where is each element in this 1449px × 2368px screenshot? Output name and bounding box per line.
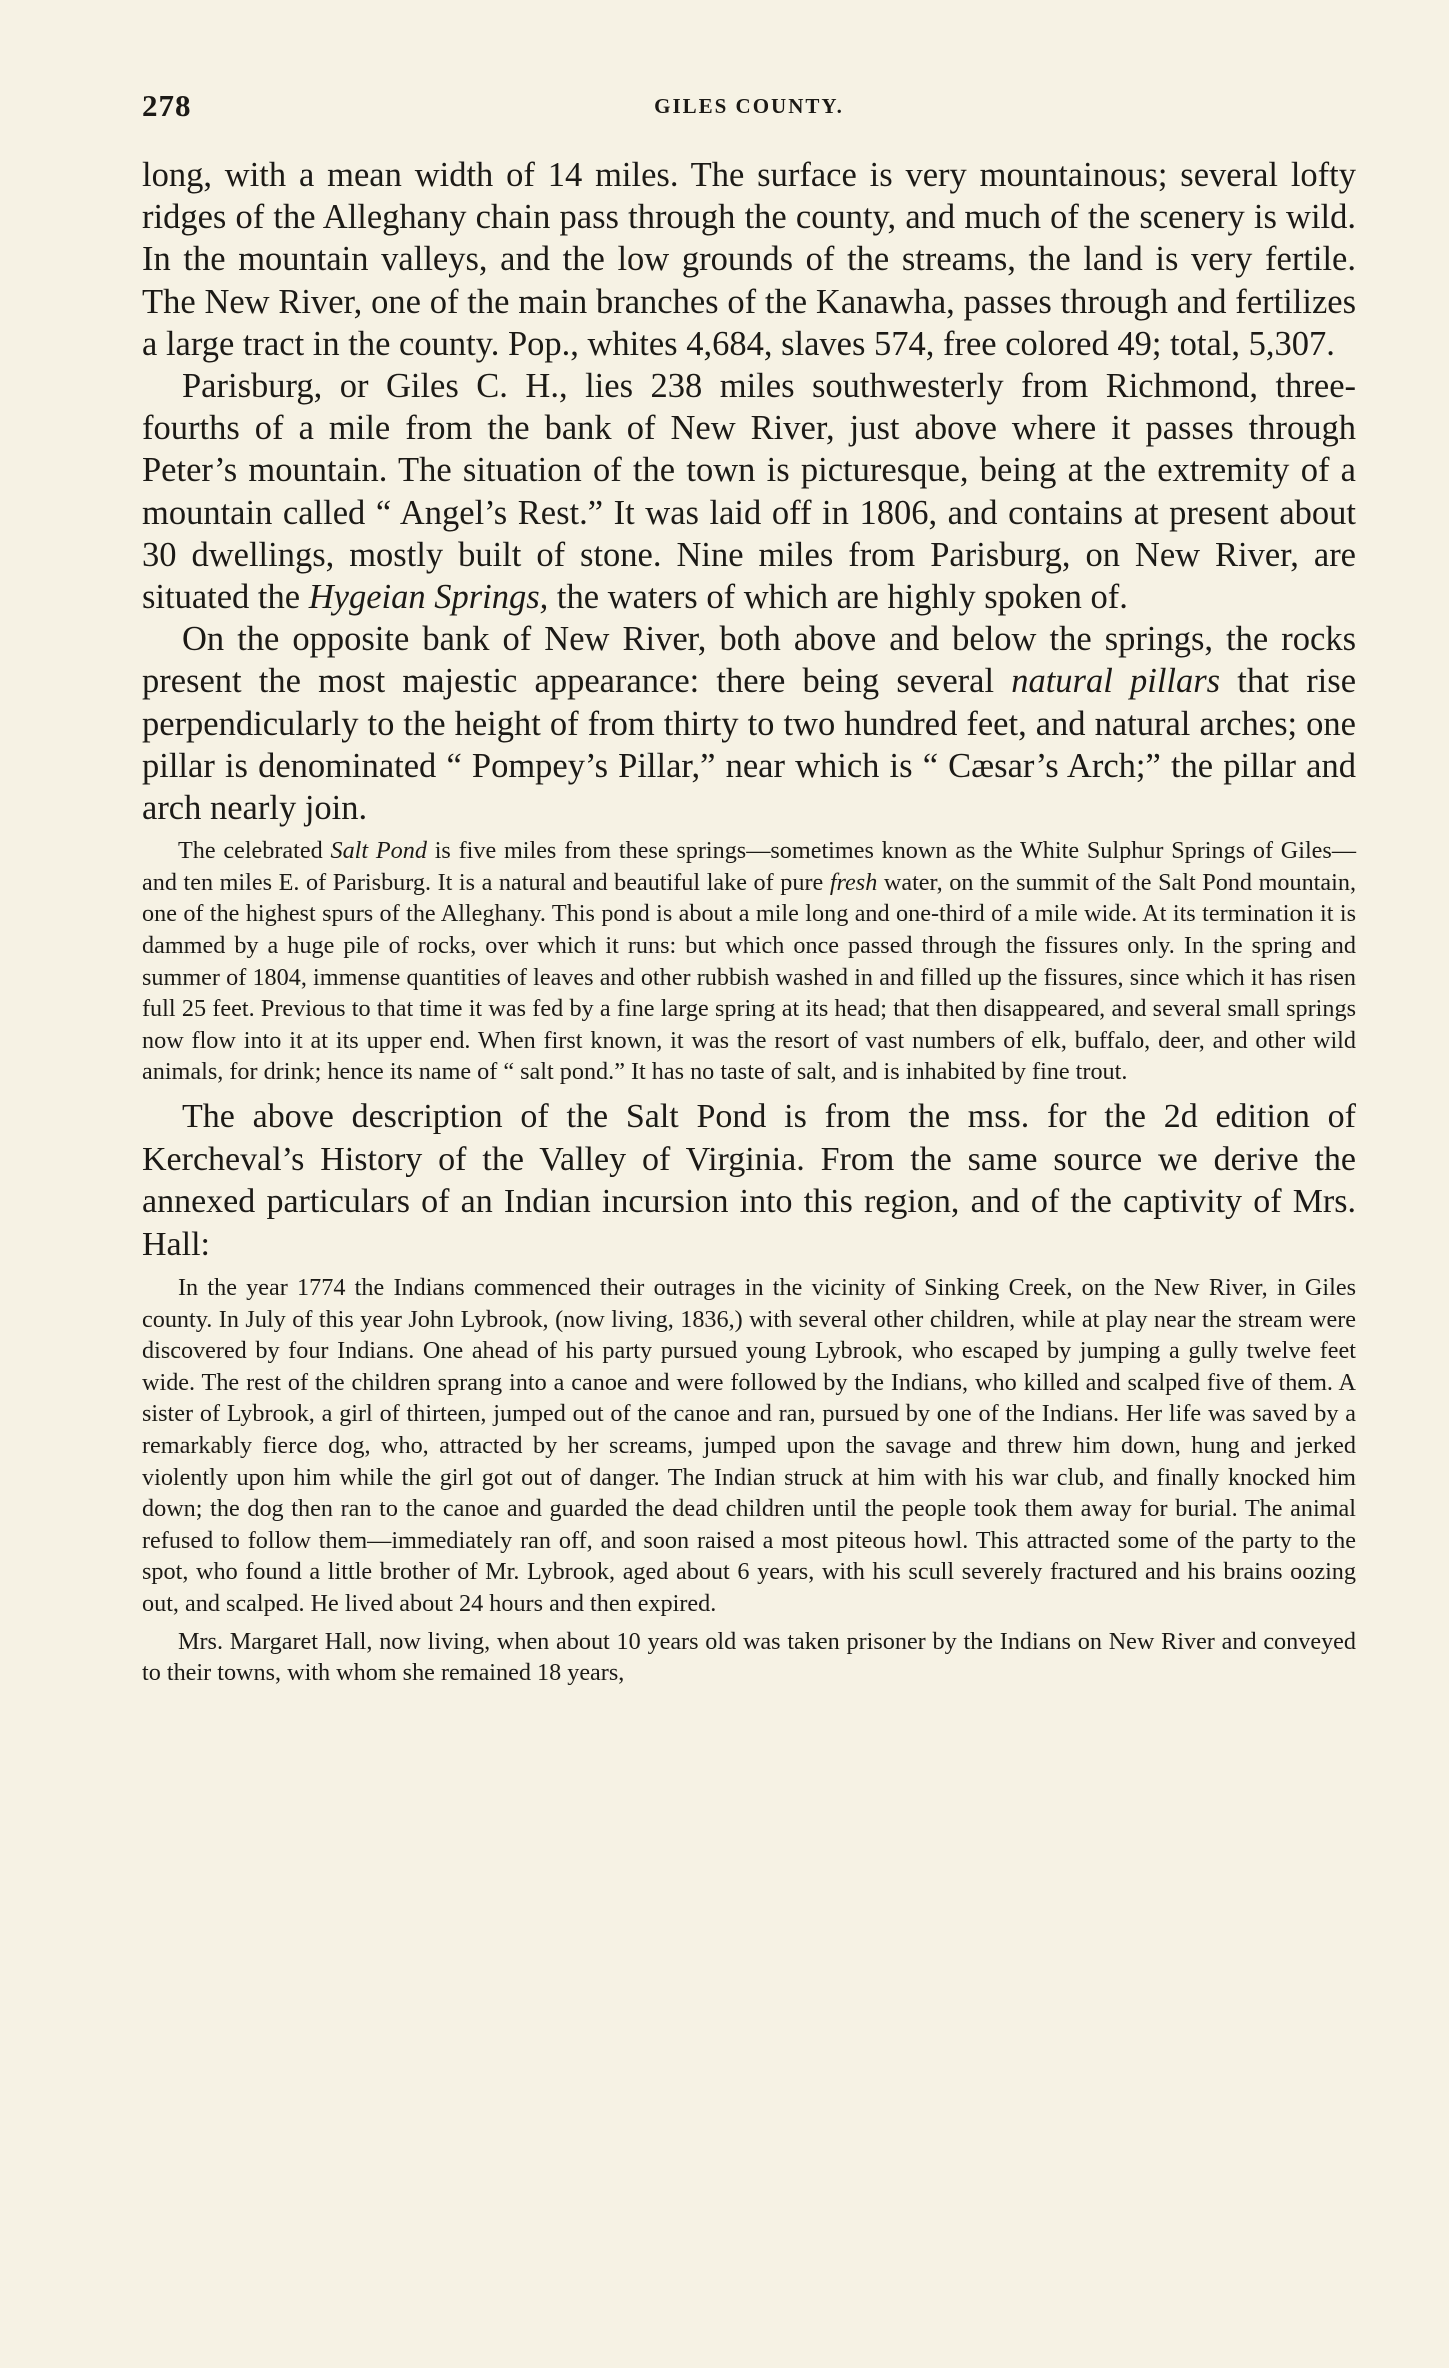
paragraph-county-description: long, with a mean width of 14 miles. The surface is very mountainous; several lofty ridges of the Alleghany chain pass through the county, and much of the scenery is wild. In the mountain valleys, and the low grounds of the streams, the land is very fertile. The New River, one of the main branches of the Kanawha, passes through and fertilizes a large tract in the county. Pop., whites 4,684, slaves 574, free colored 49; total, 5,307. <box>142 156 1356 363</box>
paragraph-indian-incursion: In the year 1774 the Indians commenced their outrages in the vicinity of Sinking Creek, on the New River, in Giles county. In July of this year John Lybrook, (now living, 1836,) with several other children, while at play near the stream were discovered by four Indians. One ahead of his party pursued young Lybrook, who escaped by jumping a gully twelve feet wide. The rest of the children sprang into a canoe and were followed by the Indians, who killed and scalped five of them. A sister of Lybrook, a girl of thirteen, jumped out of the canoe and ran, pursued by one of the Indians. Her life was saved by a remarkably fierce dog, who, attracted by her screams, jumped upon the savage and threw him down, hung and jerked violently upon him while the girl got out of danger. The Indian struck at him with his war club, and finally knocked him down; the dog then ran to the canoe and guarded the dead children until the people took them away for burial. The animal refused to follow them—immediately ran off, and soon raised a most piteous howl. This attracted some of the party to the spot, who found a little brother of Mr. Lybrook, aged about 6 years, with his scull severely fractured and his brains oozing out, and scalped. He lived about 24 hours and then expired. <box>142 1274 1356 1617</box>
paragraph-margaret-hall: Mrs. Margaret Hall, now living, when about 10 years old was taken prisoner by the Indians on New River and conveyed to their towns, with whom she remained 18 years, <box>142 1627 1356 1687</box>
running-title: GILES COUNTY. <box>654 94 844 118</box>
running-head <box>142 88 1356 128</box>
paragraph-salt-pond: The celebrated Salt Pond is five miles from these springs—sometimes known as the White Sulphur Springs of Giles—and ten miles E. of Parisburg. It is a natural and beautiful lake of pure fresh water, on the summit of the Salt Pond mountain, one of the highest spurs of the Alleghany. This pond is about a mile long and one-third of a mile wide. At its termination it is dammed by a huge pile of rocks, over which it runs: but which once passed through the fissures only. In the spring and summer of 1804, immense quantities of leaves and other rubbish washed in and filled up the fissures, since which it has risen full 25 feet. Previous to that time it was fed by a fine large spring at its head; that then disappeared, and several small springs now flow into it at its upper end. When first known, it was the resort of vast numbers of elk, buffalo, deer, and other wild animals, for drink; hence its name of “ salt pond.” It has no taste of salt, and is inhabited by fine trout. <box>142 837 1357 1086</box>
page-number: 278 <box>142 88 192 123</box>
paragraph-source-note: The above description of the Salt Pond is from the mss. for the 2d edition of Kercheval’s History of the Valley of Virginia. From the same source we derive the annexed particulars of an Indian incursion into this region, and of the captivity of Mrs. Hall: <box>142 1098 1356 1263</box>
book-page <box>142 88 1356 1689</box>
paragraph-parisburg: Parisburg, or Giles C. H., lies 238 miles southwesterly from Richmond, three-fourths of a mile from the bank of New River, just above where it passes through Peter’s mountain. The situation of the town is picturesque, being at the extremity of a mountain called “ Angel’s Rest.” It was laid off in 1806, and contains at present about 30 dwellings, mostly built of stone. Nine miles from Parisburg, on New River, are situated the Hygeian Springs, the waters of which are highly spoken of. <box>142 367 1356 617</box>
paragraph-rock-pillars: On the opposite bank of New River, both above and below the springs, the rocks present the most majestic appearance: there being several natural pillars that rise perpendicularly to the height of from thirty to two hundred feet, and natural arches; one pillar is denominated “ Pompey’s Pillar,” near which is “ Cæsar’s Arch;” the pillar and arch nearly join. <box>142 620 1357 828</box>
